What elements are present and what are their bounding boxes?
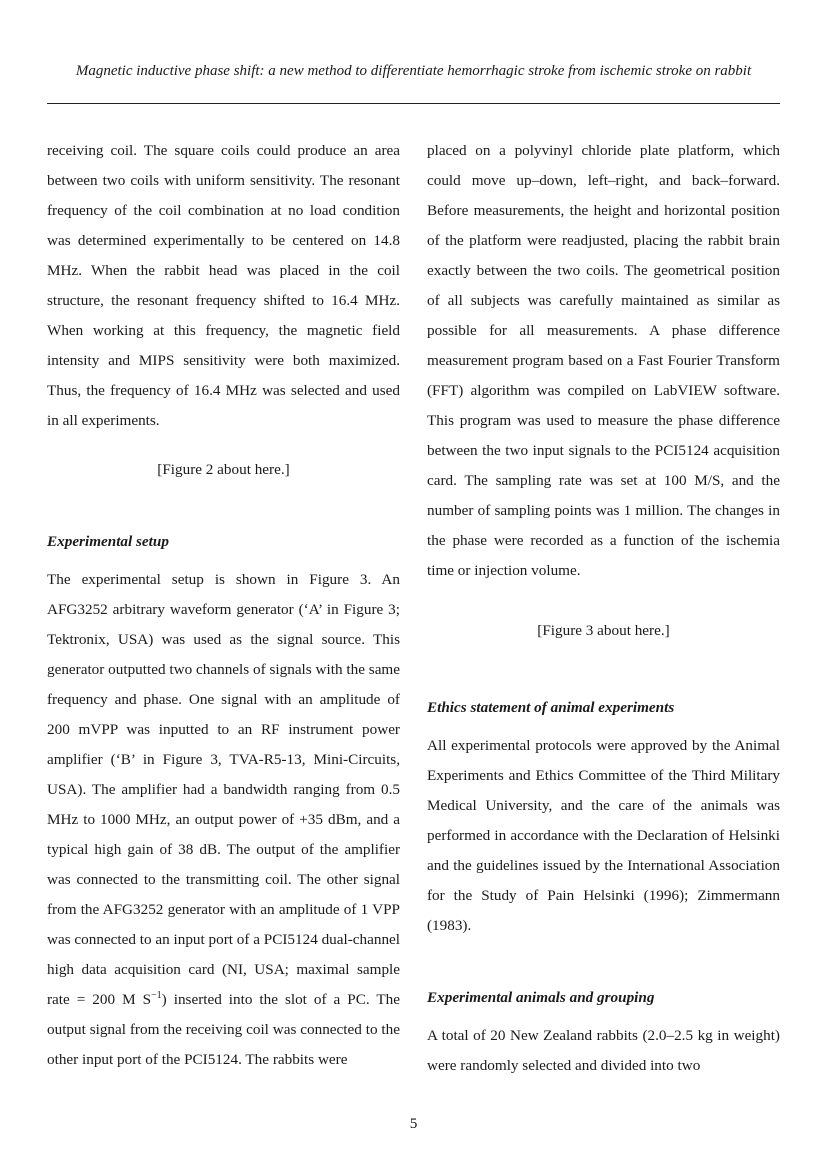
running-header: Magnetic inductive phase shift: a new method to differentiate hemorrhagic stroke from ischemic stroke on rabbit xyxy=(75,63,752,79)
right-column xyxy=(427,136,780,1081)
superscript-minus-one: −1 xyxy=(151,989,162,1001)
left-paragraph-coil-frequency: receiving coil. The square coils could produce an area between two coils with uniform sensitivity. The resonant frequency of the coil combination at no load condition was determined experimentally to be centered on 14.8 MHz. When the rabbit head was placed in the coil structure, the resonant frequency shifted to 16.4 MHz. When working at this frequency, the magnetic field intensity and MIPS sensitivity were both maximized. Thus, the frequency of 16.4 MHz was selected and used in all experiments. xyxy=(47,142,400,429)
left-paragraph-experimental-setup xyxy=(47,565,400,1075)
section-heading-ethics: Ethics statement of animal experiments xyxy=(427,699,675,716)
left-column xyxy=(47,136,400,1075)
section-heading-animals-grouping: Experimental animals and grouping xyxy=(427,989,655,1006)
right-paragraph-animals: A total of 20 New Zealand rabbits (2.0–2.5 kg in weight) were randomly selected and divided into two xyxy=(427,1027,780,1074)
setup-text-part-2: ) inserted into the slot of a PC. The output signal from the receiving coil was connected to the other input port of the PCI5124. The rabbits were xyxy=(47,991,400,1068)
header-rule xyxy=(47,103,780,104)
section-heading-experimental-setup: Experimental setup xyxy=(47,533,169,550)
right-paragraph-ethics: All experimental protocols were approved by the Animal Experiments and Ethics Committee of the Third Military Medical University, and the care of the animals was performed in accordance with the Declaration of Helsinki and the guidelines issued by the International Association for the Study of Pain Helsinki (1996); Zimmermann (1983). xyxy=(427,737,780,934)
figure-2-placeholder: [Figure 2 about here.] xyxy=(157,461,290,478)
right-paragraph-platform: placed on a polyvinyl chloride plate platform, which could move up–down, left–right, and back–forward. Before measurements, the height and horizontal position of the platform were readjusted, placing the rabbit brain exactly between the two coils. The geometrical position of all subjects was carefully maintained as similar as possible for all measurements. A phase difference measurement program based on a Fast Fourier Transform (FFT) algorithm was compiled on LabVIEW software. This program was used to measure the phase difference between the two input signals to the PCI5124 acquisition card. The sampling rate was set at 100 M/S, and the number of sampling points was 1 million. The changes in the phase were recorded as a function of the ischemia time or injection volume. xyxy=(427,142,780,579)
page-number: 5 xyxy=(409,1115,418,1132)
setup-text-part-1: The experimental setup is shown in Figure 3. An AFG3252 arbitrary waveform generator (‘A’ in Figure 3; Tektronix, USA) was used as the signal source. This generator outputted two channels of signals with the same frequency and phase. One signal with an amplitude of 200 mVPP was inputted to an RF instrument power amplifier (‘B’ in Figure 3, TVA-R5-13, Mini-Circuits, USA). The amplifier had a bandwidth ranging from 0.5 MHz to 1000 MHz, an output power of +35 dBm, and a typical high gain of 38 dB. The output of the amplifier was connected to the transmitting coil. The other signal from the AFG3252 generator with an amplitude of 1 VPP was connected to an input port of a PCI5124 dual-channel high data acquisition card (NI, USA; maximal sample rate = 200 M S xyxy=(47,571,401,1008)
figure-3-placeholder: [Figure 3 about here.] xyxy=(537,622,670,639)
